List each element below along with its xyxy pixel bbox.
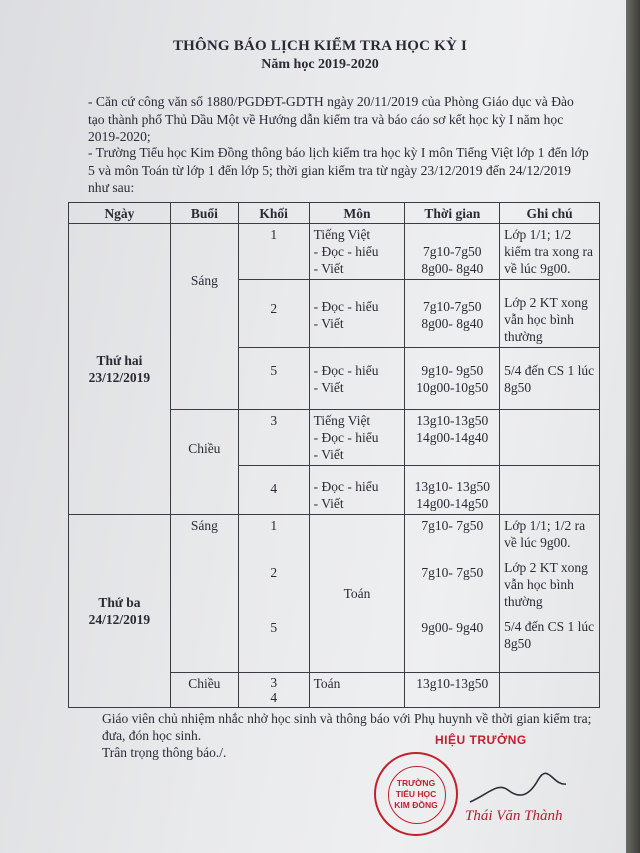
khoi-cell: 1 (238, 224, 309, 280)
mon-line: - Viết (313, 380, 344, 395)
mon-line: - Đọc - hiểu (313, 430, 379, 445)
mon-line: - Viết (313, 447, 344, 462)
header-buoi: Buổi (170, 203, 238, 224)
time-cell (405, 280, 500, 348)
stamp-title: HIỆU TRƯỞNG (435, 733, 527, 747)
day1-cell (69, 224, 171, 515)
header-mon: Môn (309, 203, 405, 224)
mon-line: Tiếng Việt (313, 227, 371, 242)
note-line: Lớp 2 KT xong vẫn học bình thường (504, 560, 588, 609)
mon-line: - Viết (313, 316, 344, 331)
mon-line: Tiếng Việt (313, 413, 371, 428)
mon-cell (309, 466, 405, 515)
time-line: 7g10-7g50 (423, 244, 482, 259)
note-cell: 5/4 đến CS 1 lúc 8g50 (500, 348, 600, 410)
mon-line: - Đọc - hiểu (313, 363, 379, 378)
mon-line: - Viết (313, 496, 344, 511)
note-cell (500, 515, 600, 673)
day2-cell (69, 515, 171, 708)
signature-scribble (468, 772, 568, 808)
time-line: 8g00- 8g40 (421, 261, 484, 276)
time-line: 8g00- 8g40 (421, 316, 484, 331)
table-row (69, 515, 600, 673)
day1-name: Thứ hai (96, 353, 143, 368)
note-line: 5/4 đến CS 1 lúc 8g50 (504, 619, 595, 651)
khoi-cell: 5 (238, 348, 309, 410)
mon-cell (309, 410, 405, 466)
khoi-line: 1 (270, 518, 278, 533)
day2-subject: Toán (309, 515, 405, 673)
doc-subtitle: Năm học 2019-2020 (261, 57, 379, 72)
signer-name: Thái Văn Thành (465, 808, 563, 824)
header-thoi-gian: Thời gian (405, 203, 500, 224)
paragraph-2: - Trường Tiểu học Kim Đồng thông báo lịch kiểm tra học kỳ I môn Tiếng Việt lớp 1 đến lớp 5 và môn Toán từ lớp 1 đến lớp 5; thời gian kiểm tra từ ngày 23/12/2019 đến 24/12/2019 như sau: (88, 145, 589, 195)
mon-line: - Viết (313, 261, 344, 276)
time-line: 7g10- 7g50 (421, 518, 484, 533)
time-line: 13g10- 13g50 (414, 479, 490, 494)
khoi-cell: 4 (238, 466, 309, 515)
time-cell: 13g10-13g50 (405, 673, 500, 708)
mon-cell: Toán (309, 673, 405, 708)
time-line: 10g00-10g50 (416, 380, 489, 395)
day2-morning: Sáng (170, 515, 238, 673)
seal-line: TIỂU HỌC (395, 789, 437, 799)
time-line: 9g10- 9g50 (421, 363, 484, 378)
day2-date: 24/12/2019 (88, 612, 151, 627)
khoi-cell (238, 515, 309, 673)
mon-cell (309, 280, 405, 348)
time-line: 7g10-7g50 (423, 299, 482, 314)
khoi-line: 2 (270, 565, 278, 580)
mon-cell (309, 224, 405, 280)
mon-cell (309, 348, 405, 410)
time-line: 9g00- 9g40 (421, 620, 484, 635)
time-line: 13g10-13g50 (416, 413, 489, 428)
khoi-cell: 3 (238, 410, 309, 466)
seal-line: KIM ĐỒNG (394, 800, 438, 810)
schedule-table (68, 202, 600, 708)
day1-afternoon: Chiều (170, 410, 238, 515)
time-cell (405, 224, 500, 280)
time-line: 7g10- 7g50 (421, 565, 484, 580)
note-cell: Lớp 1/1; 1/2 kiểm tra xong ra về lúc 9g00. (500, 224, 600, 280)
table-row (69, 224, 600, 280)
time-cell (405, 410, 500, 466)
page-edge (626, 0, 640, 853)
paragraph-1: - Căn cứ công văn số 1880/PGDĐT-GDTH ngày 20/11/2019 của Phòng Giáo dục và Đào tạo thành phố Thủ Dầu Một về Hướng dẫn kiểm tra và báo cáo sơ kết học kỳ I năm học 2019-2020; (88, 94, 574, 144)
note-cell (500, 410, 600, 466)
note-cell: Lớp 2 KT xong vẫn học bình thường (500, 280, 600, 348)
note-line: Lớp 1/1; 1/2 ra về lúc 9g00. (504, 518, 586, 550)
mon-line: - Đọc - hiểu (313, 299, 379, 314)
time-cell (405, 515, 500, 673)
note-cell (500, 673, 600, 708)
time-cell (405, 348, 500, 410)
day1-morning: Sáng (170, 224, 238, 410)
khoi-line: 3 (270, 675, 278, 690)
time-line: 14g00-14g40 (416, 430, 489, 445)
seal-inner-ring (388, 766, 446, 824)
day2-name: Thứ ba (98, 595, 141, 610)
seal-line: TRƯỜNG (396, 778, 436, 788)
note-cell (500, 466, 600, 515)
header-khoi: Khối (238, 203, 309, 224)
doc-title: THÔNG BÁO LỊCH KIỂM TRA HỌC KỲ I (172, 38, 468, 54)
time-cell (405, 466, 500, 515)
khoi-line: 5 (270, 620, 278, 635)
header-ngay: Ngày (69, 203, 171, 224)
khoi-cell: 2 (238, 280, 309, 348)
mon-line: - Đọc - hiểu (313, 244, 379, 259)
table-header-row (69, 203, 600, 224)
header-ghi-chu: Ghi chú (500, 203, 600, 224)
khoi-line: 4 (270, 690, 278, 705)
day1-date: 23/12/2019 (88, 370, 151, 385)
day2-afternoon: Chiều (170, 673, 238, 708)
closing-line: Trân trọng thông báo./. (102, 745, 227, 760)
mon-line: - Đọc - hiểu (313, 479, 379, 494)
school-seal (374, 752, 458, 836)
closing-note: Giáo viên chủ nhiệm nhắc nhở học sinh và thông báo với Phụ huynh về thời gian kiểm tra; đưa, đón học sinh. (102, 711, 592, 743)
khoi-cell (238, 673, 309, 708)
time-line: 14g00-14g50 (416, 496, 489, 511)
